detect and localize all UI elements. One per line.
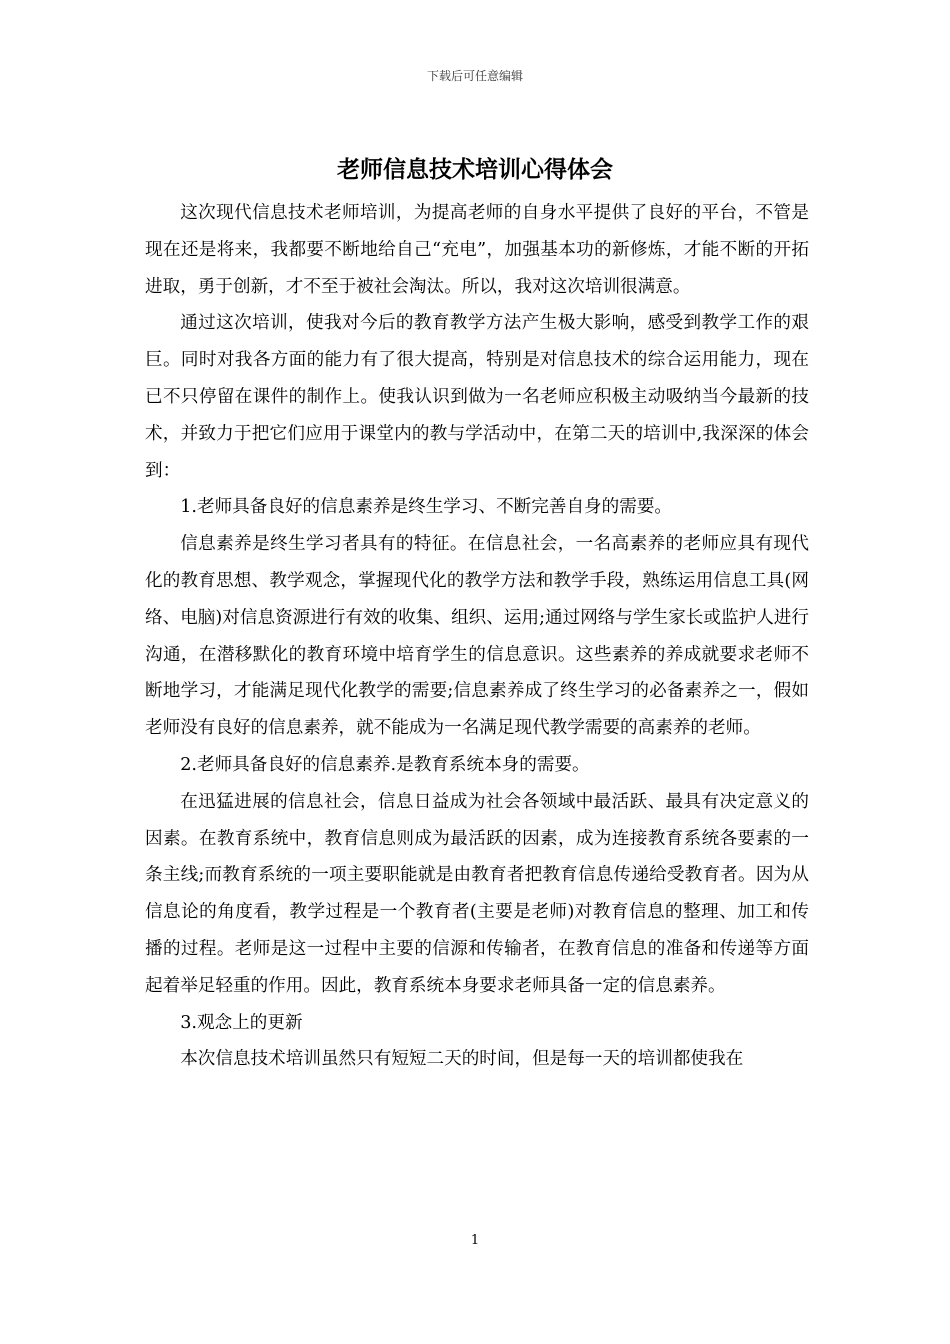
paragraph: 通过这次培训，使我对今后的教育教学方法产生极大影响，感受到教学工作的艰巨。同时对我各方面的能力有了很大提高，特别是对信息技术的综合运用能力，现在已不只停留在课件的制作上。使我认识到做为一名老师应积极主动吸纳当今最新的技术，并致力于把它们应用于课堂内的教与学活动中，在第二天的培训中,我深深的体会到： bbox=[145, 313, 809, 481]
paragraph: 本次信息技术培训虽然只有短短二天的时间，但是每一天的培训都使我在 bbox=[180, 1049, 744, 1070]
section-heading: 1.老师具备良好的信息素养是终生学习、不断完善自身的需要。 bbox=[180, 497, 673, 518]
page-number: 1 bbox=[470, 1233, 480, 1248]
section-heading: 2.老师具备良好的信息素养.是教育系统本身的需要。 bbox=[180, 754, 590, 775]
paragraph: 这次现代信息技术老师培训，为提高老师的自身水平提供了良好的平台，不管是现在还是将来，我都要不断地给自己“充电”，加强基本功的新修炼，才能不断的开拓进取，勇于创新，才不至于被社会淘汰。所以，我对这次培训很满意。 bbox=[145, 203, 809, 297]
paragraph: 信息素养是终生学习者具有的特征。在信息社会，一名高素养的老师应具有现代化的教育思想、教学观念，掌握现代化的教学方法和教学手段，熟练运用信息工具(网络、电脑)对信息资源进行有效的收集、组织、运用;通过网络与学生家长或监护人进行沟通，在潜移默化的教育环境中培育学生的信息意识。这些素养的养成就要求老师不断地学习，才能满足现代化教学的需要;信息素养成了终生学习的必备素养之一，假如老师没有良好的信息素养，就不能成为一名满足现代教学需要的高素养的老师。 bbox=[145, 534, 809, 739]
page-header-note: 下载后可任意编辑 bbox=[426, 69, 523, 83]
document-body bbox=[145, 195, 809, 1078]
paragraph: 在迅猛进展的信息社会，信息日益成为社会各领域中最活跃、最具有决定意义的因素。在教育系统中，教育信息则成为最活跃的因素，成为连接教育系统各要素的一条主线;而教育系统的一项主要职能就是由教育者把教育信息传递给受教育者。因为从信息论的角度看，教学过程是一个教育者(主要是老师)对教育信息的整理、加工和传播的过程。老师是这一过程中主要的信源和传输者，在教育信息的准备和传递等方面起着举足轻重的作用。因此，教育系统本身要求老师具备一定的信息素养。 bbox=[145, 791, 809, 996]
section-heading: 3.观念上的更新 bbox=[180, 1012, 303, 1033]
document-title: 老师信息技术培训心得体会 bbox=[337, 157, 613, 183]
